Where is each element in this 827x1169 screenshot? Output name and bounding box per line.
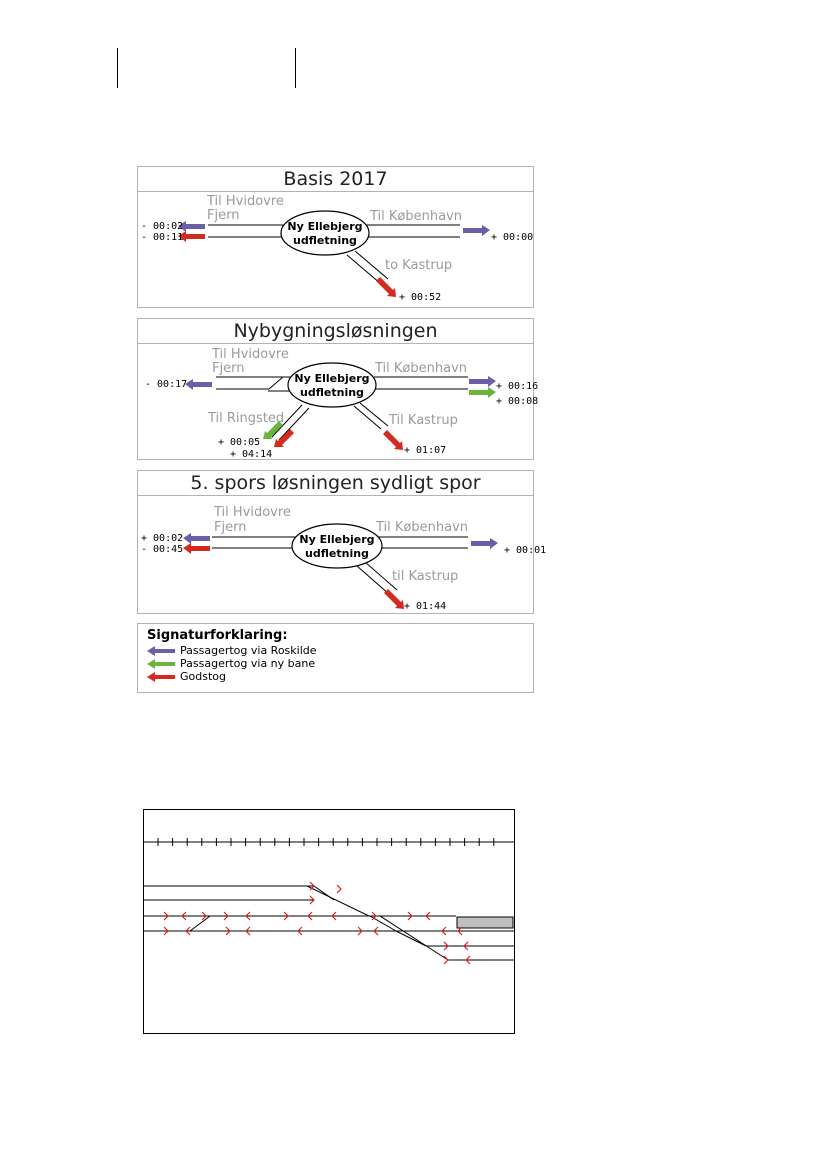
track-plan-diagram: [144, 810, 516, 1035]
label-fjern: Fjern: [214, 520, 247, 535]
legend-item-godstog: [146, 670, 226, 683]
label-ringsted: Til Ringsted: [208, 411, 285, 426]
label-kastrup: Til Kastrup: [389, 413, 458, 428]
label-hvidovre: Til Hvidovre: [212, 347, 289, 362]
panel-title: 5. spors løsningen sydligt spor: [138, 471, 533, 496]
arrow-right-purple-icon: [463, 225, 490, 236]
time-right-2: + 00:08: [496, 396, 539, 407]
track-plan: [143, 809, 515, 1034]
time-left-2: - 00:11: [141, 232, 184, 243]
label-kastrup: to Kastrup: [385, 258, 453, 273]
legend-item-ny-bane: [146, 657, 315, 670]
node-label-1: Ny Ellebjerg: [287, 220, 363, 233]
junction-node: [281, 211, 369, 255]
time-kastrup: + 01:07: [404, 445, 447, 456]
time-south: + 01:44: [404, 601, 447, 612]
signal-chevron: [444, 956, 448, 964]
arrow-left-purple-icon: [183, 533, 210, 544]
time-left-1: + 00:02: [141, 533, 184, 544]
node-label-2: udfletning: [293, 234, 357, 247]
node-label-1: Ny Ellebjerg: [299, 533, 375, 546]
time-right-1: + 00:16: [496, 381, 539, 392]
junction-node: [288, 363, 376, 407]
label-koebenhavn: Til København: [376, 520, 469, 535]
node-label-2: udfletning: [305, 547, 369, 560]
time-ringsted-1: + 00:05: [218, 437, 261, 448]
label-fjern: Fjern: [207, 208, 240, 223]
legend-panel: [137, 623, 534, 693]
node-label-2: udfletning: [300, 386, 364, 399]
header-rule-right: [295, 48, 296, 88]
arrow-right-green-icon: [469, 387, 496, 398]
time-left-1: - 00:02: [141, 221, 184, 232]
time-left: - 00:17: [145, 379, 188, 390]
time-south: + 00:52: [399, 292, 442, 303]
label-koebenhavn: Til København: [370, 209, 463, 224]
time-left-2: - 00:45: [141, 544, 184, 555]
legend-arrow-green-icon: [146, 659, 176, 669]
arrow-left-purple-icon: [185, 379, 212, 390]
panel-title: Basis 2017: [138, 167, 533, 192]
panel-5-spor: [137, 470, 547, 614]
legend-item-roskilde: [146, 644, 317, 657]
arrow-right-purple-icon: [471, 538, 498, 549]
platform-block: [457, 917, 513, 928]
legend-label: Passagertog via ny bane: [180, 657, 316, 670]
label-hvidovre: Til Hvidovre: [214, 505, 291, 520]
legend-title: Signaturforklaring:: [147, 628, 288, 643]
time-ringsted-2: + 04:14: [230, 449, 273, 460]
time-right: + 00:01: [504, 545, 547, 556]
panel-basis-2017: [137, 166, 534, 308]
arrow-south-red-icon: [376, 277, 396, 297]
node-label-1: Ny Ellebjerg: [294, 372, 370, 385]
label-hvidovre: Til Hvidovre: [207, 194, 284, 209]
legend-arrow-red-icon: [146, 672, 176, 682]
basis-diagram: [138, 167, 535, 309]
label-koebenhavn: Til København: [375, 361, 468, 376]
arrow-left-red-icon: [183, 543, 210, 554]
nybygning-diagram: [138, 319, 539, 461]
arrow-right-purple-icon: [469, 376, 496, 387]
signal-chevron: [337, 885, 341, 893]
panel-nybygning: [137, 318, 539, 460]
time-right: + 00:00: [491, 232, 534, 243]
legend-label: Passagertog via Roskilde: [180, 644, 317, 657]
label-kastrup: til Kastrup: [392, 569, 459, 584]
signal-markers: [164, 882, 470, 964]
junction-node: [292, 524, 382, 568]
spor5-diagram: [138, 471, 547, 615]
panel-title: Nybygningsløsningen: [138, 319, 533, 344]
arrow-south-red-icon: [384, 589, 404, 609]
legend-label: Godstog: [180, 670, 226, 683]
arrow-south-red-icon: [383, 430, 403, 450]
label-fjern: Fjern: [212, 361, 245, 376]
legend-arrow-purple-icon: [146, 646, 176, 656]
header-rule-left: [117, 48, 118, 88]
